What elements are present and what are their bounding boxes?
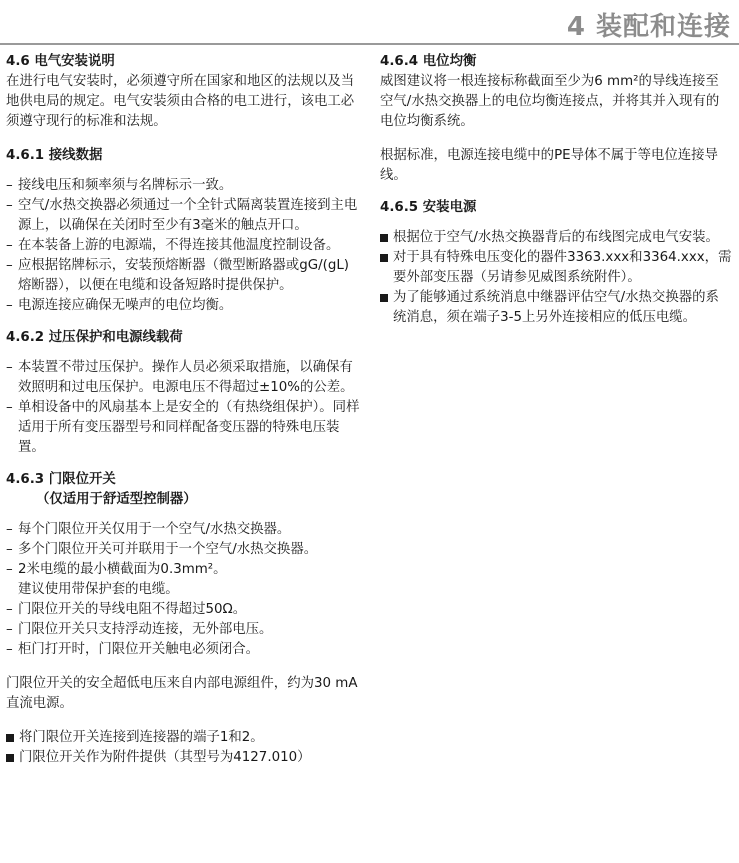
list-item-text: 2米电缆的最小横截面为0.3mm²。 — [18, 562, 227, 577]
section-4-6-3-subtitle: （仅适用于舒适型控制器） — [36, 492, 197, 507]
list-item: – 每个门限位开关仅用于一个空气/水热交换器。 — [6, 520, 362, 540]
chapter-title: 4 装配和连接 — [566, 12, 731, 42]
list-item: – 门限位开关的导线电阻不得超过50Ω。 — [6, 600, 362, 620]
header-rule — [0, 43, 739, 45]
section-4-6-2-title: 4.6.2 过压保护和电源线载荷 — [6, 330, 183, 345]
list-item: – 单相设备中的风扇基本上是安全的（有热绕组保护）。同样适用于所有变压器型号和同样配备变压器的特殊电压装置。 — [6, 398, 362, 458]
list-item: – 多个门限位开关可并联用于一个空气/水热交换器。 — [6, 540, 362, 560]
section-4-6-3-square-list — [6, 728, 362, 768]
list-item: – 在本装备上游的电源端，不得连接其他温度控制设备。 — [6, 236, 362, 256]
section-4-6-1-title: 4.6.1 接线数据 — [6, 148, 103, 163]
section-4-6-4-title: 4.6.4 电位均衡 — [380, 54, 477, 69]
section-4-6-title: 4.6 电气安装说明 — [6, 54, 115, 69]
list-item-note: 建议使用带保护套的电缆。 — [18, 582, 179, 597]
list-item: – 空气/水热交换器必须通过一个全针式隔离装置连接到主电源上，以确保在关闭时至少有3毫米的触点开口。 — [6, 196, 362, 236]
section-4-6-3-paragraph: 门限位开关的安全超低电压来自内部电源组件，约为30 mA直流电源。 — [6, 676, 358, 711]
section-4-6-5-title: 4.6.5 安装电源 — [380, 200, 477, 215]
left-column — [6, 52, 362, 768]
section-4-6-4-paragraph-1: 威图建议将一根连接标称截面至少为6 mm²的导线连接至空气/水热交换器上的电位均衡连接点，并将其并入现有的电位均衡系统。 — [380, 74, 720, 129]
list-item: – 电源连接应确保无噪声的电位均衡。 — [6, 296, 362, 316]
right-column — [380, 52, 732, 328]
list-item: 将门限位开关连接到连接器的端子1和2。 — [6, 728, 362, 748]
list-item: 对于具有特殊电压变化的器件3363.xxx和3364.xxx，需要外部变压器（另请参见威图系统附件）。 — [380, 248, 732, 288]
section-4-6-5-list — [380, 228, 732, 328]
list-item: – 柜门打开时，门限位开关触电必须闭合。 — [6, 640, 362, 660]
list-item: 门限位开关作为附件提供（其型号为4127.010） — [6, 748, 362, 768]
section-4-6-1-list — [6, 176, 362, 316]
section-4-6-2-list — [6, 358, 362, 458]
list-item: 根据位于空气/水热交换器背后的布线图完成电气安装。 — [380, 228, 732, 248]
list-item: – 门限位开关只支持浮动连接，无外部电压。 — [6, 620, 362, 640]
list-item: – 接线电压和频率须与名牌标示一致。 — [6, 176, 362, 196]
list-item — [6, 560, 362, 600]
list-item: – 应根据铭牌标示，安装预熔断器（微型断路器或gG/(gL)熔断器），以便在电缆和设备短路时提供保护。 — [6, 256, 362, 296]
section-4-6-4-paragraph-2: 根据标准，电源连接电缆中的PE导体不属于等电位连接导线。 — [380, 148, 718, 183]
section-4-6-3-title: 4.6.3 门限位开关 — [6, 472, 116, 487]
list-item: 为了能够通过系统消息中继器评估空气/水热交换器的系统消息，须在端子3-5上另外连接相应的低压电缆。 — [380, 288, 732, 328]
section-4-6-3-list — [6, 520, 362, 660]
list-item: – 本装置不带过压保护。操作人员必须采取措施，以确保有效照明和过电压保护。电源电压不得超过±10%的公差。 — [6, 358, 362, 398]
section-4-6-paragraph: 在进行电气安装时，必须遵守所在国家和地区的法规以及当地供电局的规定。电气安装须由合格的电工进行，该电工必须遵守现行的标准和法规。 — [6, 74, 355, 129]
